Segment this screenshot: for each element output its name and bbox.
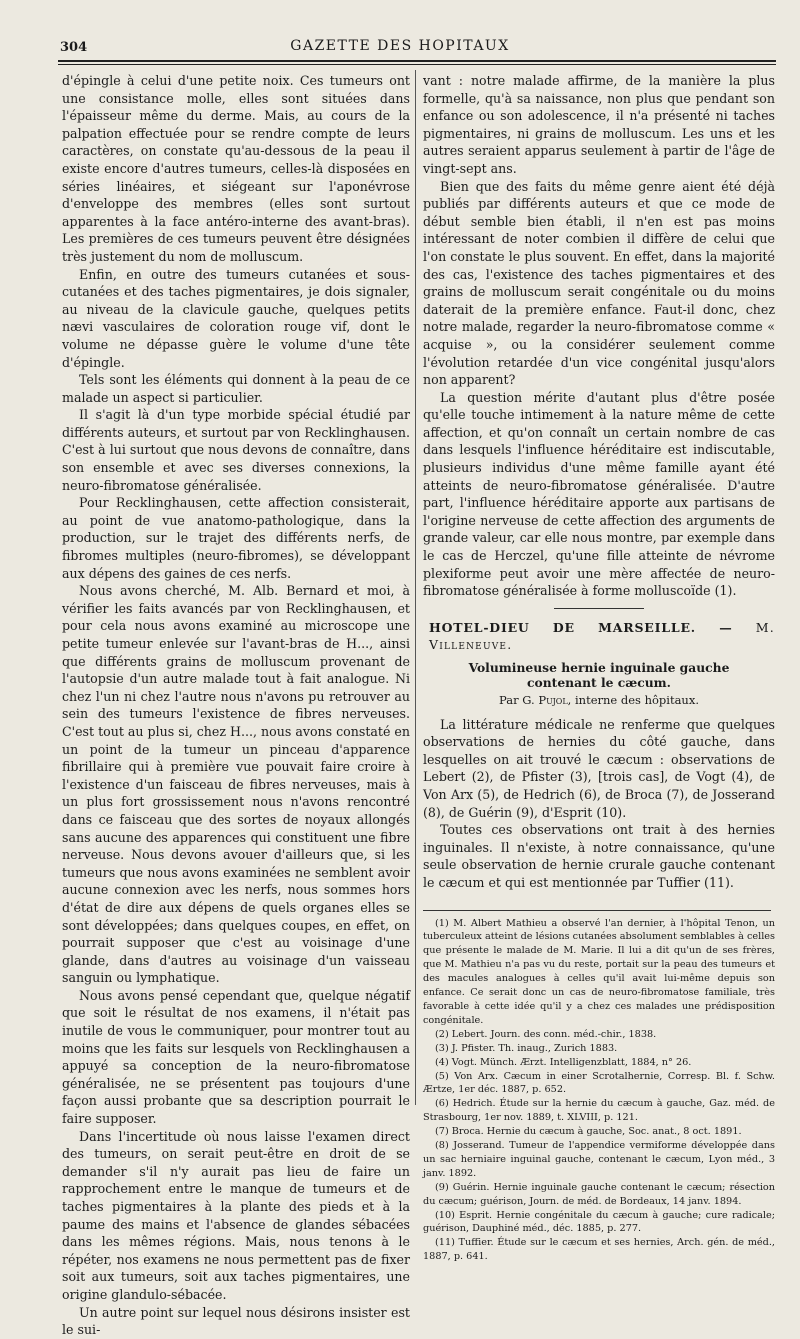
paragraph: d'épingle à celui d'une petite noix. Ces tumeurs ont une consistance molle, elles sont situées dans l'épaisseur même du derme. Mais, au cours de la palpation effectuée pour se rendre compte de leurs caractères, on constate qu'au-dessous de la peau il existe encore d'autres tumeurs, celles-là disposées en séries linéaires, et siégeant sur l'aponévrose d'enveloppe des membres (elles sont surtout apparentes à la face antéro-interne des avant-bras). Les premières de ces tumeurs peuvent être désignées très justement du nom de molluscum. — [62, 73, 410, 264]
column-divider — [415, 70, 416, 1105]
footnotes — [423, 917, 775, 1265]
hospital-name: HOTEL-DIEU DE MARSEILLE. — — [429, 619, 733, 635]
footnote: (10) Esprit. Hernie congénitale du cæcum à gauche; cure radicale; guérison, Dauphiné méd., déc. 1885, p. 277. — [423, 1209, 775, 1235]
section-separator — [554, 608, 644, 609]
paragraph: Dans l'incertitude où nous laisse l'examen direct des tumeurs, on serait peut-être en droit de se demander s'il n'y aurait pas lieu de faire un rapprochement entre le manque de tumeurs et de taches pigmentaires à la plante des pieds et à la paume des mains et l'absence de glandes sébacées dans les mêmes régions. Mais, nous tenons à le répéter, nos examens ne nous permettent pas de fixer soit aux tumeurs, soit aux taches pigmentaires, une origine glandulo-sébacée. — [62, 1128, 410, 1302]
footnote: (1) M. Albert Mathieu a observé l'an dernier, à l'hôpital Tenon, un tuberculeux atteint de lésions cutanées absolument semblables à celles que présente le malade de M. Marie. Il lui a dit qu'un de ses frères, que M. Mathieu n'a pas vu du reste, portait sur la peau des tumeurs et des macules analogues à celles qu'il avait lui-même depuis son enfance. Ce serait donc un cas de neuro-fibromatose familiale, très favorable à cette idée qu'il y a chez ces malades une prédisposition congénitale. — [423, 917, 775, 1026]
paragraph: Nous avons cherché, M. Alb. Bernard et moi, à vérifier les faits avancés par von Recklinghausen, et pour cela nous avons examiné au microscope une petite tumeur enlevée sur l'avant-bras de H..., ainsi que différents grains de molluscum provenant de l'autopsie d'un autre malade tout à fait analogue. Ni chez l'un ni chez l'autre nous n'avons pu retrouver au sein des tumeurs l'existence de fibres nerveuses. C'est tout au plus si, chez H..., nous avons constaté en un point de la tumeur un pinceau d'apparence fibrillaire qui à première vue pouvait faire croire à l'existence d'un faisceau de fibres nerveuses, mais à un plus fort grossissement nous n'avons rencontré dans ce faisceau que des sortes de noyaux allongés sans aucune des apparences qui constituent une fibre nerveuse. Nous devons avouer d'ailleurs que, si les tumeurs que nous avons examinées ne semblent avoir aucune connexion avec les nerfs, nous sommes hors d'état de dire aux dépens de quels organes elles se sont développées; dans quelques coupes, en effet, on pourrait supposer que c'est au voisinage d'une glande, dans d'autres au voisinage d'un vaisseau sanguin ou lymphatique. — [62, 583, 410, 986]
running-title: GAZETTE DES HOPITAUX — [290, 38, 510, 54]
paragraph: Bien que des faits du même genre aient été déjà publiés par différents auteurs et que ce mode de début semble bien établi, il n'en est pas moins intéressant de noter combien il diffère de celui que l'on constate le plus souvent. En effet, dans la majorité des cas, l'existence des taches pigmentaires et des grains de molluscum serait congénitale ou du moins daterait de la première enfance. Faut-il donc, chez notre malade, regarder la neuro-fibromatose comme « acquise », ou la considérer seulement comme l'évolution retardée d'un vice congénital jusqu'alors non apparent? — [423, 178, 775, 388]
paragraph: Pour Recklinghausen, cette affection consisterait, au point de vue anatomo-pathologique, dans la production, sur le trajet des différents nerfs, de fibromes multiples (neuro-fibromes), se développant aux dépens des gaines de ces nerfs. — [62, 495, 410, 581]
byline-name: Pujol — [538, 693, 568, 707]
header-rule-thick — [58, 60, 776, 62]
paragraph: Il s'agit là d'un type morbide spécial étudié par différents auteurs, et surtout par von Recklinghausen. C'est à lui surtout que nous devons de connaître, dans son ensemble et avec ses diverses connexions, la neuro-fibromatose généralisée. — [62, 407, 410, 493]
footnote: (4) Vogt. Münch. Ærzt. Intelligenzblatt, 1884, n° 26. — [435, 1056, 692, 1068]
page-number: 304 — [60, 40, 88, 55]
paragraph: Nous avons pensé cependant que, quelque négatif que soit le résultat de nos examens, il n'était pas inutile de vous le communiquer, pour montrer tout au moins que les faits sur lesquels von Recklinghausen a appuyé sa conception de la neuro-fibromatose généralisée, ne se présentent pas toujours d'une façon aussi probante que sa description pourrait le faire supposer. — [62, 987, 410, 1127]
section-author: M. Villeneuve. — [429, 619, 775, 653]
footnote: (2) Lebert. Journ. des conn. méd.-chir., 1838. — [435, 1028, 657, 1040]
footnote-rule — [423, 910, 771, 911]
paragraph: vant : notre malade affirme, de la manière la plus formelle, qu'à sa naissance, non plus que pendant son enfance ou son adolescence, il n'a présenté ni taches pigmentaires, ni grains de molluscum. Les uns et les autres seraient apparus seulement à partir de l'âge de vingt-sept ans. — [423, 73, 775, 176]
byline-suffix: , interne des hôpitaux. — [567, 693, 699, 707]
footnote: (9) Guérin. Hernie inguinale gauche contenant le cæcum; résection du cæcum; guérison, Journ. de méd. de Bordeaux, 14 janv. 1894. — [423, 1181, 775, 1207]
paragraph: Enfin, en outre des tumeurs cutanées et sous-cutanées et des taches pigmentaires, je dois signaler, au niveau de la clavicule gauche, quelques petits nævi vasculaires de coloration rouge vif, dont le volume ne dépasse guère le volume d'une tête d'épingle. — [62, 266, 410, 370]
footnote: (8) Josserand. Tumeur de l'appendice vermiforme développée dans un sac herniaire inguinal gauche, contenant le cæcum, Lyon méd., 3 janv. 1892. — [423, 1140, 775, 1179]
footnote: (11) Tuffier. Étude sur le cæcum et ses hernies, Arch. gén. de méd., 1887, p. 641. — [423, 1237, 775, 1263]
paragraph: Tels sont les éléments qui donnent à la peau de ce malade un aspect si particulier. — [62, 372, 410, 405]
footnote: (5) Von Arx. Cæcum in einer Scrotalhernie, Corresp. Bl. f. Schw. Ærtze, 1er déc. 1887, p. 652. — [423, 1070, 775, 1096]
paragraph: La question mérite d'autant plus d'être posée qu'elle touche intimement à la nature même de cette affection, et qu'on connaît un certain nombre de cas dans lesquels l'influence héréditaire est indiscutable, plusieurs individus d'une même famille ayant été atteints de neuro-fibromatose généralisée. D'autre part, l'influence héréditaire apporte aux partisans de l'origine nerveuse de cette affection des arguments de grande valeur, car elle nous montre, par exemple dans le cas de Herczel, qu'une fille atteinte de névrome plexiforme peut avoir une mère affectée de neuro-fibromatose généralisée à forme molluscoïde (1). — [423, 389, 775, 599]
paragraph: Un autre point sur lequel nous désirons insister est le sui- — [62, 1304, 410, 1338]
left-column — [62, 72, 410, 1339]
paragraph: La littérature médicale ne renferme que quelques observations de hernies du côté gauche, dans lesquelles on ait trouvé le cæcum : observations de Lebert (2), de Pfister (3), [trois cas], de Vogt (4), de Von Arx (5), de Hedrich (6), de Broca (7), de Josserand (8), de Guérin (9), d'Esprit (10). — [423, 716, 775, 820]
header-rule-thin — [58, 64, 776, 65]
article-byline — [423, 692, 775, 710]
footnote: (6) Hedrich. Étude sur la hernie du cæcum à gauche, Gaz. méd. de Strasbourg, 1er nov. 1889, t. XLVIII, p. 121. — [423, 1098, 775, 1124]
article-title: Volumineuse hernie inguinale gauche contenant le cæcum. — [468, 660, 730, 690]
right-column — [423, 72, 775, 1264]
section-heading — [429, 619, 775, 654]
paragraph: Toutes ces observations ont trait à des hernies inguinales. Il n'existe, à notre connaissance, qu'une seule observation de hernie crurale gauche contenant le cæcum et qui est mentionnée par Tuffier (11). — [423, 822, 775, 890]
byline-prefix: Par G. — [499, 693, 535, 707]
footnote: (3) J. Pfister. Th. inaug., Zurich 1883. — [435, 1042, 618, 1054]
footnote: (7) Broca. Hernie du cæcum à gauche, Soc. anat., 8 oct. 1891. — [435, 1126, 742, 1138]
